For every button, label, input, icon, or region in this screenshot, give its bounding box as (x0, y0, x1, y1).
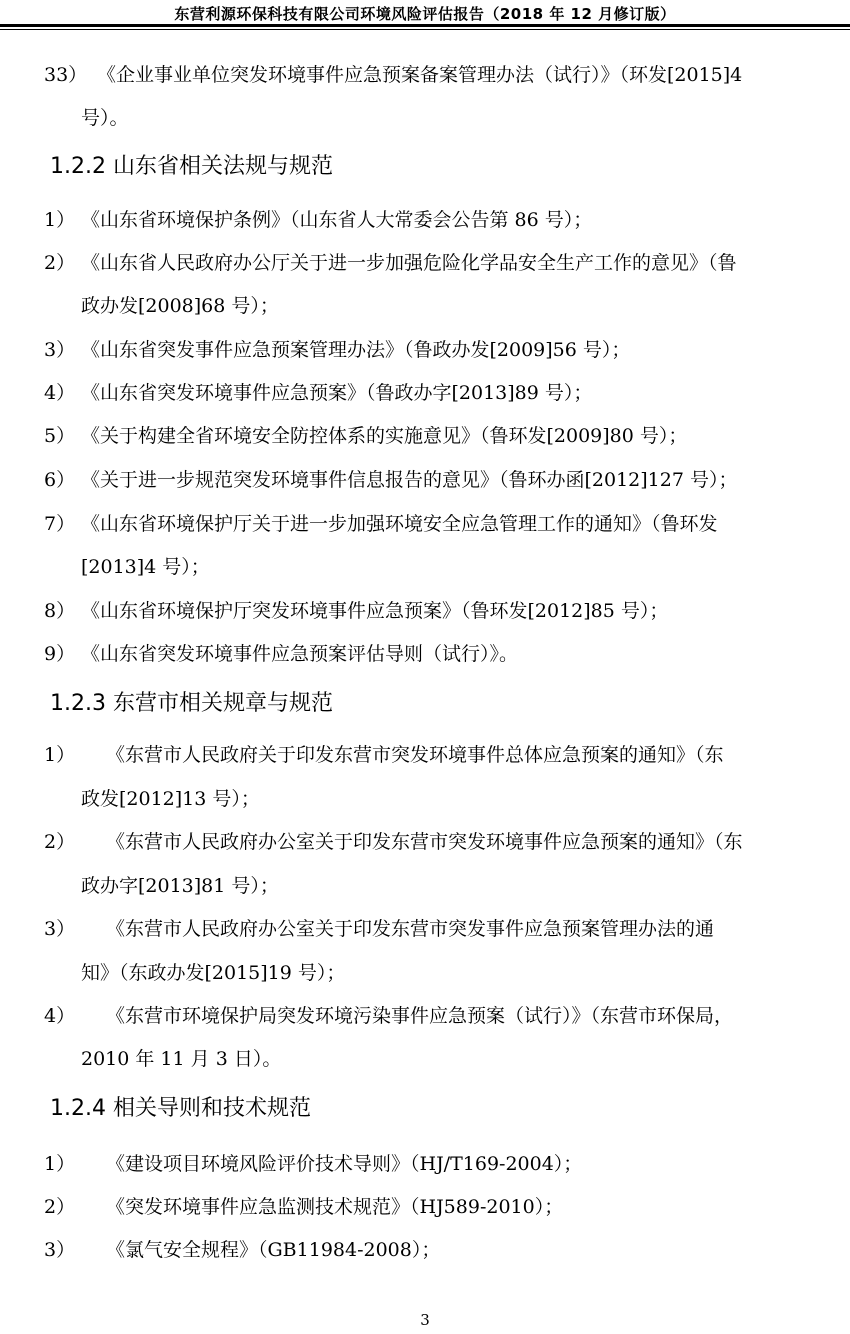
item-number: 9） (44, 643, 76, 665)
item-text: 《东营市人民政府办公室关于印发东营市突发事件应急预案管理办法的通 (106, 918, 715, 940)
item-text-cont: 政办字[2013]81 号）； (81, 875, 279, 897)
item-number: 3） (44, 1239, 76, 1261)
header-rule-thick (0, 24, 850, 27)
item-number: 4） (44, 1005, 76, 1027)
item-number: 8） (44, 600, 76, 622)
page-header (0, 0, 850, 30)
item-text: 《东营市人民政府办公室关于印发东营市突发环境事件应急预案的通知》（东 (106, 831, 743, 853)
item-text: 《东营市人民政府关于印发东营市突发环境事件总体应急预案的通知》（东 (106, 744, 724, 766)
item-number: 3） (44, 918, 76, 940)
item-number: 5） (44, 425, 76, 447)
item-text: 《山东省环境保护厅关于进一步加强环境安全应急管理工作的通知》（鲁环发 (81, 513, 718, 535)
item-text: 《山东省突发事件应急预案管理办法》（鲁政办发[2009]56 号）； (81, 339, 631, 361)
item-number: 4） (44, 382, 76, 404)
item-number: 2） (44, 831, 76, 853)
item-number: 33） (44, 64, 88, 86)
item-text: 《山东省环境保护厅突发环境事件应急预案》（鲁环发[2012]85 号）； (81, 600, 669, 622)
item-text: 《企业事业单位突发环境事件应急预案备案管理办法（试行）》（环发[2015]4 (97, 64, 743, 86)
item-number: 2） (44, 1196, 76, 1218)
section-heading: 1.2.2 山东省相关法规与规范 (50, 154, 333, 179)
item-text: 《建设项目环境风险评价技术导则》（HJ/T169-2004）； (106, 1153, 583, 1175)
item-number: 3） (44, 339, 76, 361)
page-number: 3 (420, 1311, 430, 1329)
item-text-cont: 2010 年 11 月 3 日）。 (81, 1048, 282, 1070)
item-text: 《关于进一步规范突发环境事件信息报告的意见》（鲁环办函[2012]127 号）； (81, 469, 738, 491)
item-text: 《关于构建全省环境安全防控体系的实施意见》（鲁环发[2009]80 号）； (81, 425, 688, 447)
item-text: 《山东省环境保护条例》（山东省人大常委会公告第 86 号）； (81, 209, 593, 231)
section-heading: 1.2.4 相关导则和技术规范 (50, 1096, 311, 1121)
item-text: 《东营市环境保护局突发环境污染事件应急预案（试行）》（东营市环保局， (106, 1005, 734, 1027)
item-text: 《山东省突发环境事件应急预案评估导则（试行）》。 (81, 643, 519, 665)
item-number: 2） (44, 252, 76, 274)
section-heading: 1.2.3 东营市相关规章与规范 (50, 691, 333, 716)
item-text: 《突发环境事件应急监测技术规范》（HJ589-2010）； (106, 1196, 564, 1218)
item-text-cont: 知》（东政办发[2015]19 号）； (81, 962, 346, 984)
item-text: 《山东省人民政府办公厅关于进一步加强危险化学品安全生产工作的意见》（鲁 (81, 252, 737, 274)
item-text-cont: 政发[2012]13 号）； (81, 788, 260, 810)
item-text-cont: 政办发[2008]68 号）； (81, 295, 279, 317)
item-text: 《山东省突发环境事件应急预案》（鲁政办字[2013]89 号）； (81, 382, 593, 404)
item-text-cont: 号）。 (81, 107, 129, 129)
item-text-cont: [2013]4 号）； (81, 556, 210, 578)
header-rule-thin (0, 29, 850, 30)
item-number: 1） (44, 744, 76, 766)
item-text: 《氯气安全规程》（GB11984-2008）； (106, 1239, 441, 1261)
item-number: 6） (44, 469, 76, 491)
item-number: 1） (44, 1153, 76, 1175)
item-number: 1） (44, 209, 76, 231)
item-number: 7） (44, 513, 76, 535)
header-title: 东营利源环保科技有限公司环境风险评估报告（2018 年 12 月修订版） (174, 5, 676, 23)
